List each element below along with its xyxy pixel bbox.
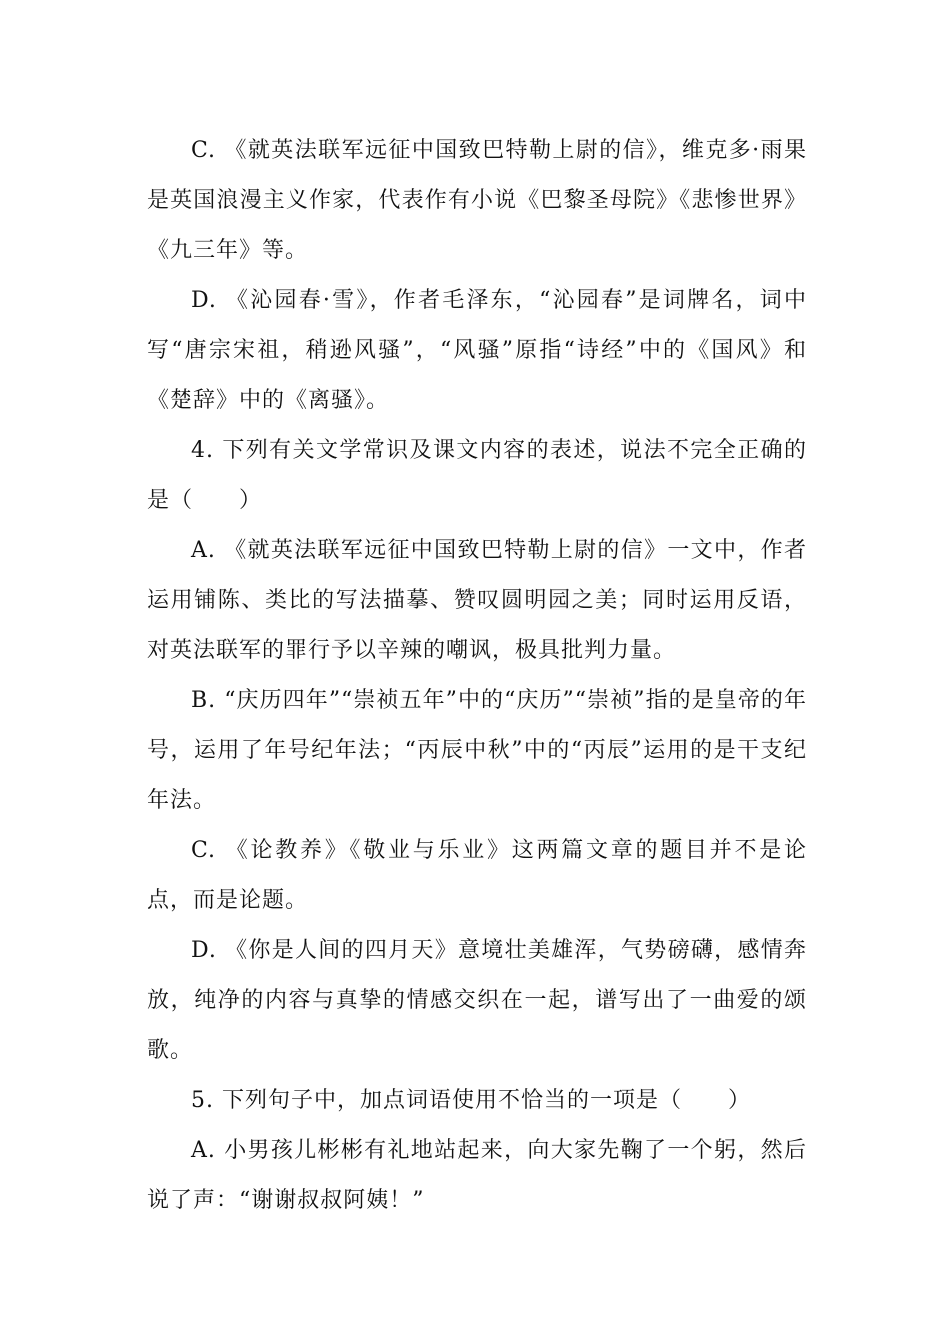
question-4-option-a: A. 《就英法联军远征中国致巴特勒上尉的信》一文中，作者运用铺陈、类比的写法描摹、赞叹圆明园之美；同时运用反语，对英法联军的罪行予以辛辣的嘲讽，极具批判力量。 bbox=[147, 538, 807, 663]
question-4-option-c: C. 《论教养》《敬业与乐业》这两篇文章的题目并不是论点，而是论题。 bbox=[147, 838, 807, 913]
question-5-option-a: A. 小男孩儿彬彬有礼地站起来，向大家先鞠了一个躬，然后说了声：“谢谢叔叔阿姨！” bbox=[147, 1138, 807, 1213]
question-4-option-b: B. “庆历四年”“崇祯五年”中的“庆历”“崇祯”指的是皇帝的年号，运用了年号纪年法；“丙辰中秋”中的“丙辰”运用的是干支纪年法。 bbox=[147, 688, 807, 813]
option-d-qinyuanchun: D. 《沁园春·雪》，作者毛泽东，“沁园春”是词牌名，词中写“唐宗宋祖，稍逊风骚”，“风骚”原指“诗经”中的《国风》和《楚辞》中的《离骚》。 bbox=[147, 288, 807, 413]
option-c-hugo-letter: C. 《就英法联军远征中国致巴特勒上尉的信》，维克多·雨果是英国浪漫主义作家，代表作有小说《巴黎圣母院》《悲惨世界》《九三年》等。 bbox=[147, 138, 807, 263]
question-5-stem: 5. 下列句子中，加点词语使用不恰当的一项是（ ） bbox=[191, 1088, 751, 1113]
question-4-option-d: D. 《你是人间的四月天》意境壮美雄浑，气势磅礴，感情奔放，纯净的内容与真挚的情感交织在一起，谱写出了一曲爱的颂歌。 bbox=[147, 938, 807, 1063]
question-4-stem: 4. 下列有关文学常识及课文内容的表述，说法不完全正确的是（ ） bbox=[147, 438, 807, 513]
